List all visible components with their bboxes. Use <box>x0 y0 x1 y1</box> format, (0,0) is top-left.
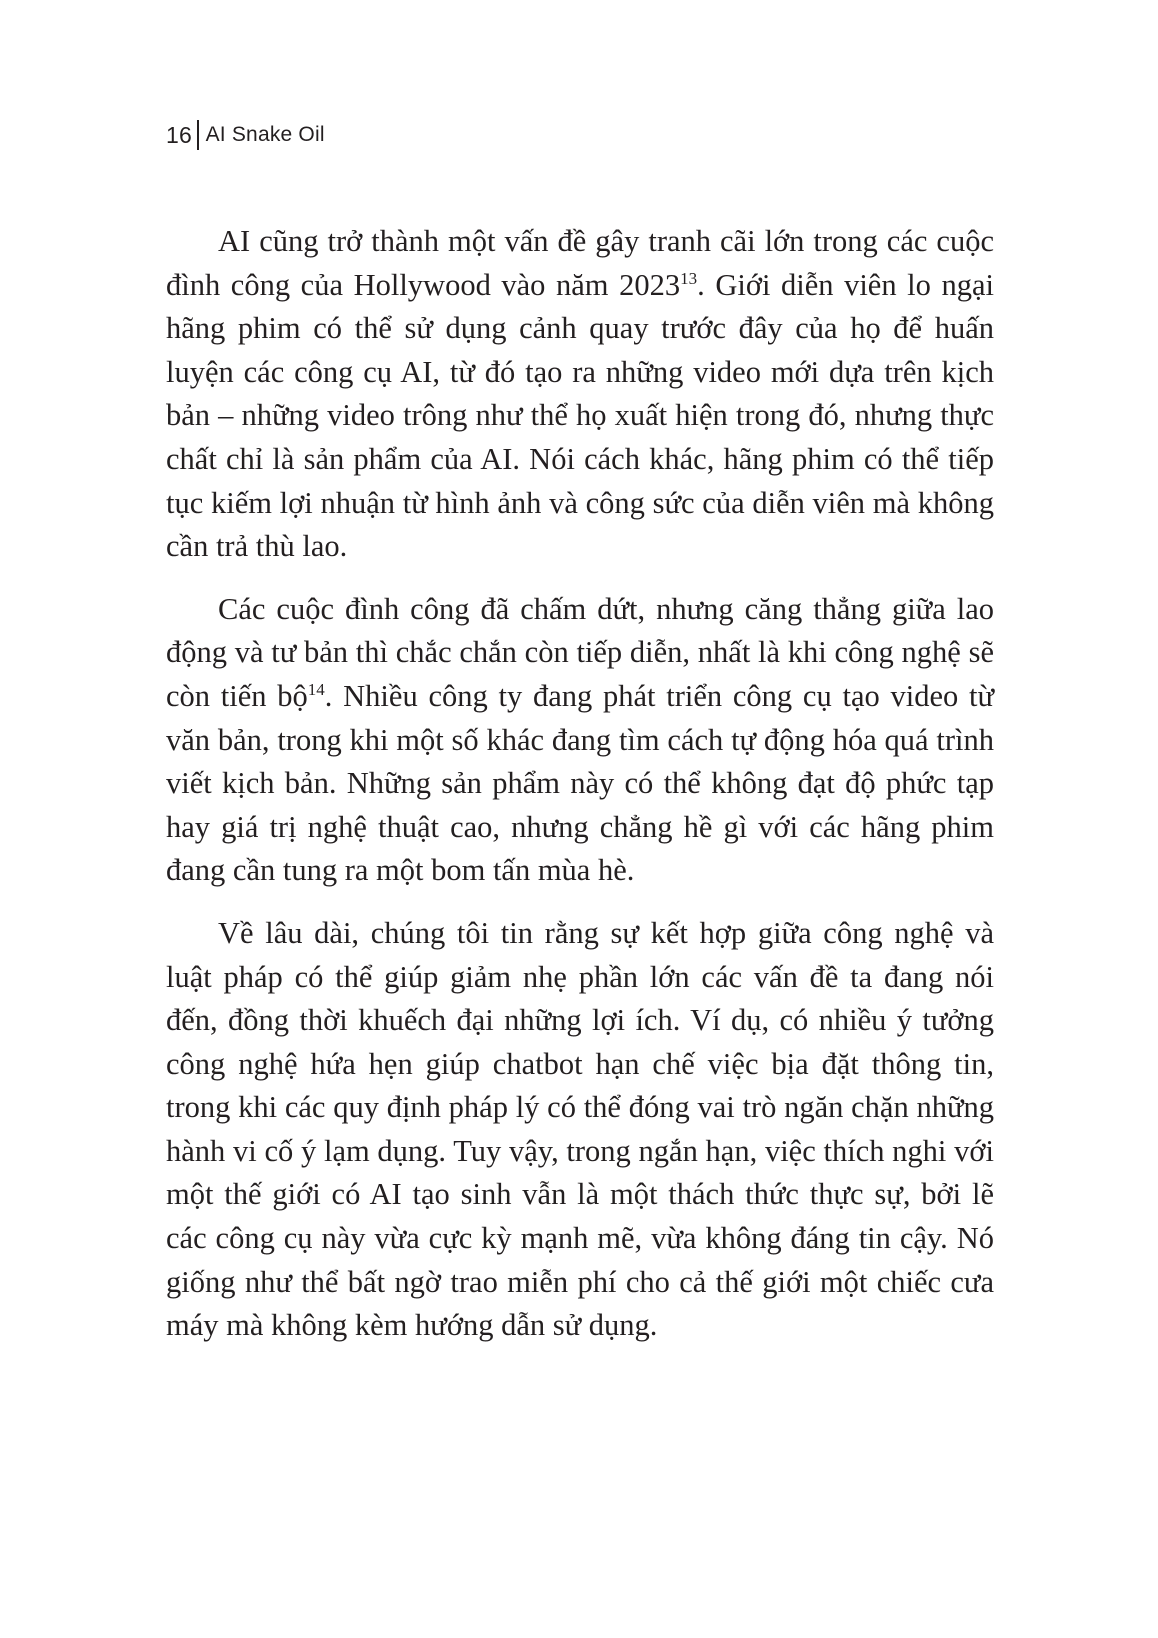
header-divider <box>197 120 199 150</box>
running-head <box>166 116 325 154</box>
footnote-ref-13[interactable]: 13 <box>680 268 698 288</box>
paragraph-1 <box>166 220 994 569</box>
paragraph-3-text: Về lâu dài, chúng tôi tin rằng sự kết hợp giữa công nghệ và luật pháp có thể giúp giảm nhẹ phần lớn các vấn đề ta đang nói đến, đồng thời khuếch đại những lợi ích. Ví dụ, có nhiều ý tưởng công nghệ hứa hẹn giúp chatbot hạn chế việc bịa đặt thông tin, trong khi các quy định pháp lý có thể đóng vai trò ngăn chặn những hành vi cố ý lạm dụng. Tuy vậy, trong ngắn hạn, việc thích nghi với một thế giới có AI tạo sinh vẫn là một thách thức thực sự, bởi lẽ các công cụ này vừa cực kỳ mạnh mẽ, vừa không đáng tin cậy. Nó giống như thể bất ngờ trao miễn phí cho cả thế giới một chiếc cưa máy mà không kèm hướng dẫn sử dụng. <box>166 915 994 1343</box>
page-number: 16 <box>166 121 192 148</box>
paragraph-1-text-after: . Giới diễn viên lo ngại hãng phim có thể sử dụng cảnh quay trước đây của họ để huấn luyện các công cụ AI, từ đó tạo ra những video mới dựa trên kịch bản – những video trông như thể họ xuất hiện trong đó, nhưng thực chất chỉ là sản phẩm của AI. Nói cách khác, hãng phim có thể tiếp tục kiếm lợi nhuận từ hình ảnh và công sức của diễn viên mà không cần trả thù lao. <box>166 267 994 564</box>
paragraph-1-text-before: AI cũng trở thành một vấn đề gây tranh cãi lớn trong các cuộc đình công của Hollywood vào năm 2023 <box>166 224 994 302</box>
paragraph-3 <box>166 912 994 1348</box>
paragraph-2-text-after: . Nhiều công ty đang phát triển công cụ tạo video từ văn bản, trong khi một số khác đang tìm cách tự động hóa quá trình viết kịch bản. Những sản phẩm này có thể không đạt độ phức tạp hay giá trị nghệ thuật cao, nhưng chẳng hề gì với các hãng phim đang cần tung ra một bom tấn mùa hè. <box>166 678 994 888</box>
paragraph-2 <box>166 588 994 893</box>
footnote-ref-14[interactable]: 14 <box>307 679 325 699</box>
book-title: AI Snake Oil <box>205 123 325 146</box>
paragraph-2-text-before: Các cuộc đình công đã chấm dứt, nhưng căng thẳng giữa lao động và tư bản thì chắc chắn còn tiếp diễn, nhất là khi công nghệ sẽ còn tiến bộ <box>166 591 994 713</box>
body-text <box>166 220 994 1367</box>
